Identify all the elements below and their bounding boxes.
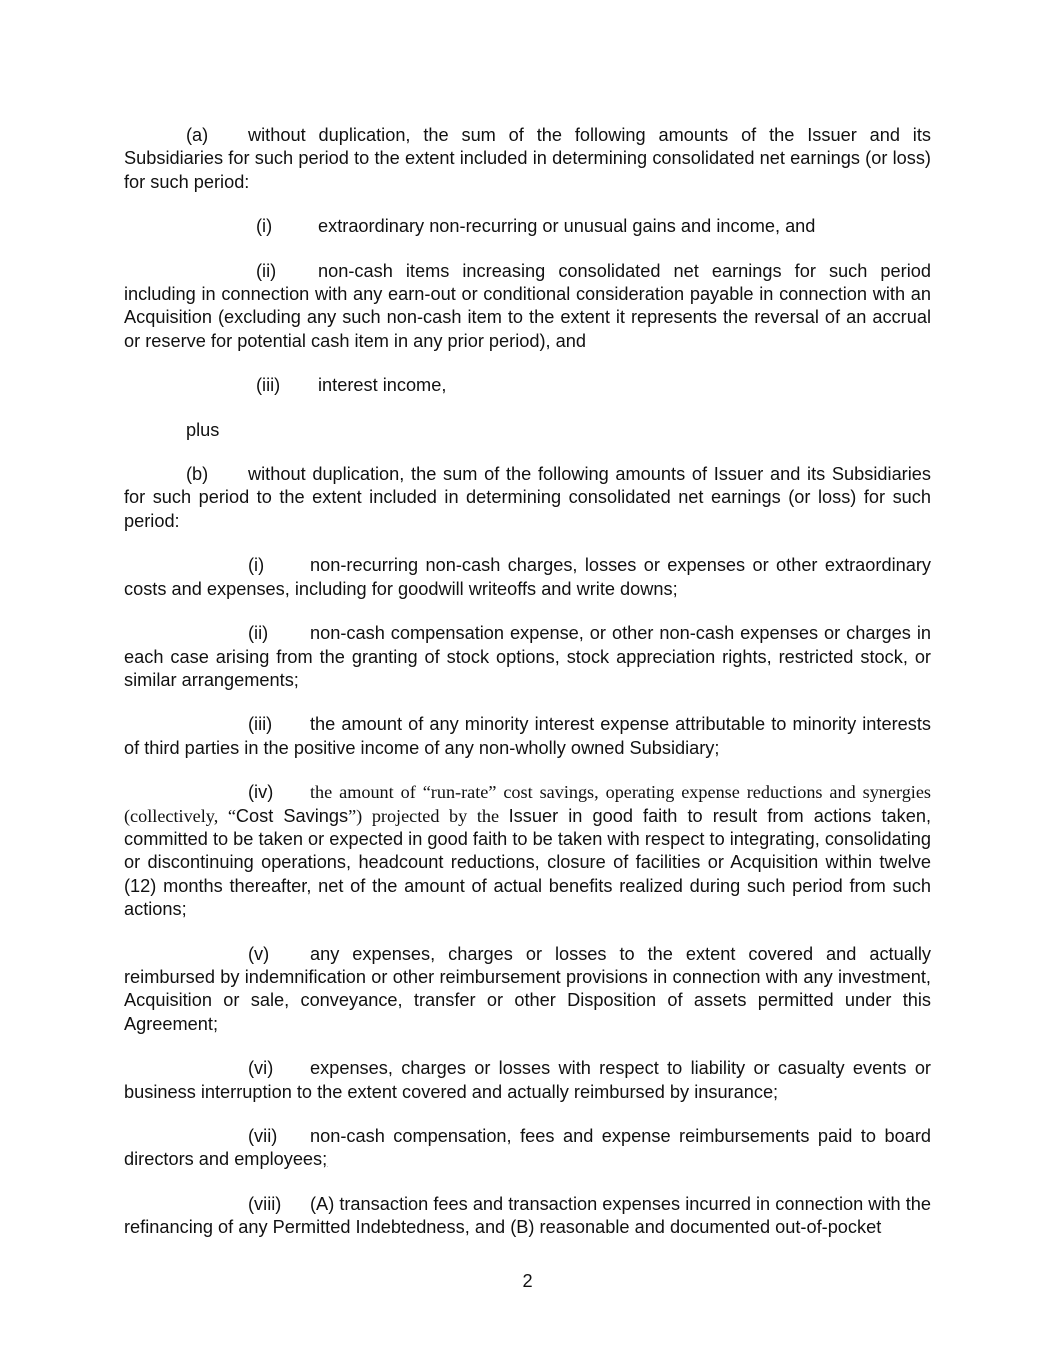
item-text: interest income, [318, 375, 447, 396]
item-text: non-recurring non-cash charges, losses or expenses or other extraordinary costs and expenses, including for goodwill writeoffs and write downs; [124, 555, 931, 599]
item-text: the amount of any minority interest expense attributable to minority interests of third parties in the positive income of any non-wholly owned Subsidiary; [124, 714, 931, 758]
clause-label: (b) [186, 464, 209, 485]
item-label: (ii) [248, 623, 269, 644]
clause-b-item-ii [124, 622, 931, 692]
item-label: (viii) [248, 1193, 282, 1214]
clause-b-item-viii [124, 1193, 931, 1240]
item-text: Issuer in good faith to result from actions taken, committed to be taken or expected in good faith to be taken with respect to integrating, consolidating or discontinuing operations, headcount reductions, closure of facilities or Acquisition within twelve (12) months thereafter, net of the amount of actual benefits realized during such period from such actions; [124, 805, 931, 920]
item-label: (vi) [248, 1058, 274, 1079]
item-label: (v) [248, 943, 270, 964]
item-text: extraordinary non-recurring or unusual gains and income, and [318, 216, 816, 237]
item-text: any expenses, charges or losses to the extent covered and actually reimbursed by indemnification or other reimbursement provisions in connection with any investment, Acquisition or sale, conveyance, transfer or other Disposition of assets permitted under this Agreement; [124, 943, 931, 1034]
clause-a [124, 124, 931, 194]
clause-b-item-v [124, 943, 931, 1037]
item-label: (ii) [256, 260, 277, 281]
clause-label: (a) [186, 125, 209, 145]
plus-connector [124, 419, 931, 442]
clause-b-item-i [124, 554, 931, 601]
clause-text: without duplication, the sum of the following amounts of Issuer and its Subsidiaries for such period to the extent included in determining consolidated net earnings (or loss) for such period: [124, 464, 931, 531]
clause-a-item-i [124, 215, 931, 238]
clause-b [124, 463, 931, 533]
clause-b-item-vi [124, 1057, 931, 1104]
item-label: (i) [248, 555, 265, 576]
clause-a-item-ii [124, 260, 931, 354]
clause-b-item-iv [124, 781, 931, 921]
item-text: non-cash compensation, fees and expense reimbursements paid to board directors and employees [124, 1126, 931, 1170]
clause-text: without duplication, the sum of the following amounts of the Issuer and its Subsidiaries for such period to the extent included in determining consolidated net earnings (or loss) for such period: [124, 125, 931, 192]
item-text: non-cash items increasing consolidated net earnings for such period including in connection with any earn-out or conditional consideration payable in connection with an Acquisition (excluding any such non-cash item to the extent it represents the reversal of an accrual or reserve for potential cash item in any prior period), and [124, 260, 931, 351]
item-text-serif-2: ”) projected by the [348, 805, 509, 826]
trailing-semicolon: ; [322, 1149, 328, 1170]
item-text: (A) transaction fees and transaction expenses incurred in connection with the refinancing of any Permitted Indebtedness, and (B) reasonable and documented out-of-pocket [124, 1193, 931, 1238]
document-body [124, 124, 931, 1261]
clause-b-item-vii [124, 1125, 931, 1172]
plus-text: plus [186, 419, 220, 440]
item-label: (iii) [248, 714, 273, 735]
item-label: (iii) [256, 375, 281, 396]
item-label: (i) [256, 216, 273, 237]
item-label: (iv) [248, 782, 274, 803]
item-text: non-cash compensation expense, or other non-cash expenses or charges in each case arising from the granting of stock options, stock appreciation rights, restricted stock, or similar arrangements; [124, 623, 931, 690]
defined-term: Cost Savings [235, 805, 349, 826]
item-text-serif: the amount of “run-rate” cost savings, operating expense reductions and synergies (collectively, “ [124, 782, 931, 826]
clause-b-item-iii [124, 713, 931, 760]
item-text: expenses, charges or losses with respect to liability or casualty events or business interruption to the extent covered and actually reimbursed by insurance; [124, 1058, 931, 1102]
clause-a-item-iii [124, 374, 931, 397]
item-label: (vii) [248, 1126, 278, 1146]
page-number: 2 [522, 1271, 533, 1291]
